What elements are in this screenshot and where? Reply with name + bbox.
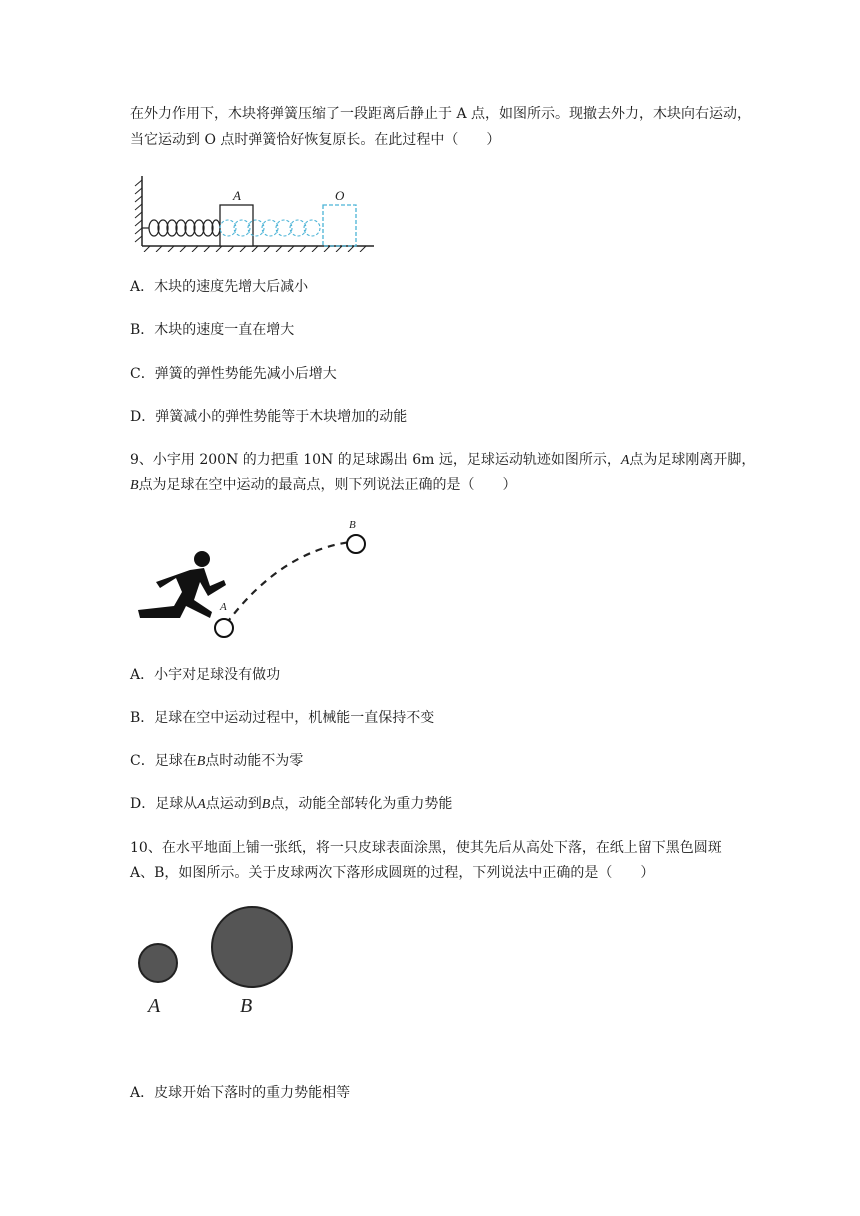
spring-block-diagram [130,172,380,252]
q9-option-d [130,794,452,815]
q9-stem-pre: 9、小宇用 200N 的力把重 10N 的足球踢出 6m 远，足球运动轨迹如图所示， [130,452,621,468]
q8-option-c: C．弹簧的弹性势能先减小后增大 [130,366,337,382]
q9-option-d-point-a: A [197,797,206,812]
q10-option-a: A．皮球开始下落时的重力势能相等 [130,1085,351,1101]
q10-stem-line-2: A、B，如图所示。关于皮球两次下落形成圆斑的过程，下列说法中正确的是（ ） [130,865,655,881]
spot-a [139,944,177,982]
compressed-spring [142,220,220,236]
q8-option-b: B．木块的速度一直在增大 [130,322,295,338]
soccer-trajectory-diagram [130,512,380,642]
label-b: B [240,995,253,1017]
q9-option-c [130,751,303,772]
q9-option-d-pre: D．足球从 [130,796,198,812]
q8-option-d: D．弹簧减小的弹性势能等于木块增加的动能 [130,409,408,425]
q9-option-c-post: 点时动能不为零 [205,753,304,769]
q8-stem-line-1: 在外力作用下，木块将弹簧压缩了一段距离后静止于 A 点，如图所示。现撤去外力，木块向右运动， [130,106,752,122]
q9-option-c-pre: C．足球在 [130,753,197,769]
trajectory-curve [226,542,350,624]
label-o: O [335,188,345,203]
q9-soccer-figure [130,512,380,642]
label-a: A [233,188,241,203]
ball-at-b [347,535,365,553]
label-a: A [220,601,227,613]
q9-stem-point-b: B [130,478,139,493]
q9-option-d-post: 点，动能全部转化为重力势能 [270,796,453,812]
q9-stem-line-1 [130,450,755,471]
label-b: B [349,519,356,531]
q9-option-d-point-b: B [261,797,271,812]
q9-stem-line2-post: 点为足球在空中运动的最高点，则下列说法正确的是（ ） [138,477,517,493]
q9-stem-line-2 [130,475,517,496]
ground-hatching [144,246,366,252]
q9-option-c-point: B [196,754,206,769]
spots-diagram [130,905,310,1020]
q9-stem-post: 点为足球刚离开脚， [629,452,756,468]
q9-stem-point-a: A [620,453,630,468]
ball-at-a [215,619,233,637]
q10-stem-line-1: 10、在水平地面上铺一张纸，将一只皮球表面涂黑，使其先后从高处下落，在纸上留下黑色圆斑 [130,840,722,856]
q9-option-a: A．小宇对足球没有做功 [130,667,281,683]
block-at-o [323,205,356,246]
q8-spring-figure [130,172,380,252]
runner-silhouette [138,551,226,618]
q10-spots-figure [130,905,310,1020]
q9-option-b: B．足球在空中运动过程中，机械能一直保持不变 [130,710,435,726]
q8-stem-line-2: 当它运动到 O 点时弹簧恰好恢复原长。在此过程中（ ） [130,132,501,148]
label-a: A [148,995,161,1017]
q9-option-d-mid: 点运动到 [205,796,262,812]
spot-b [212,907,292,987]
q8-option-a: A．木块的速度先增大后减小 [130,279,309,295]
wall-hatching [135,180,142,242]
